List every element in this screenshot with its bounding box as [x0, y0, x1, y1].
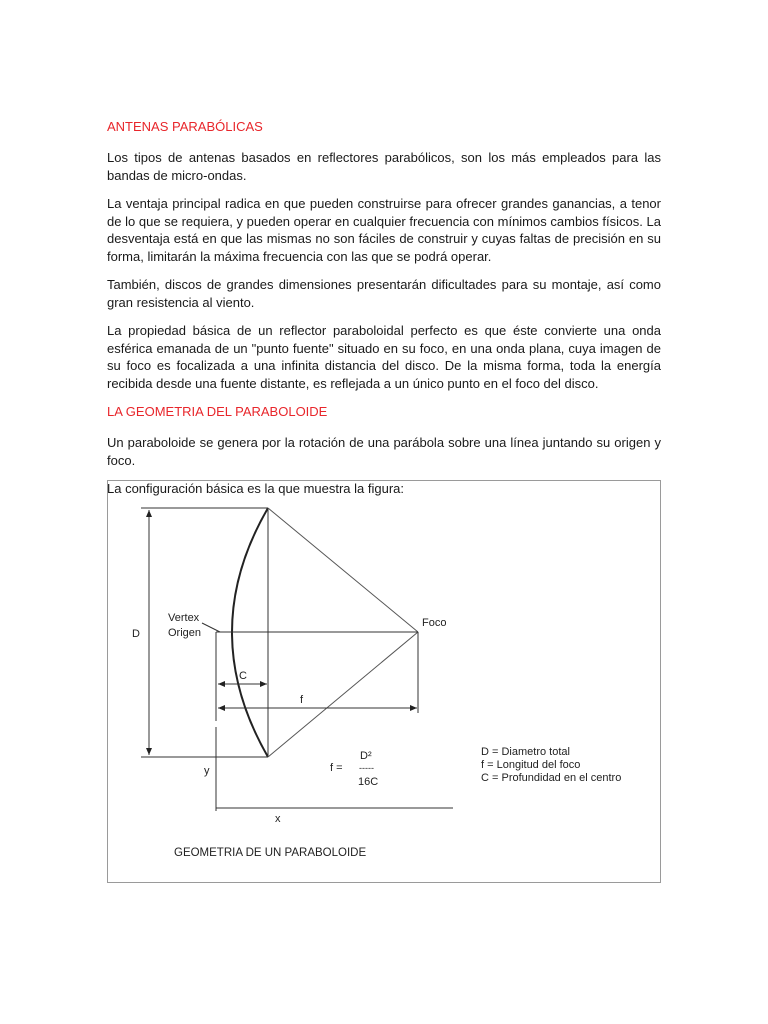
formula-numerator: D²	[360, 750, 372, 762]
formula-denominator: 16C	[358, 776, 379, 788]
paragraph: Los tipos de antenas basados en reflectores parabólicos, son los más empleados para las bandas de micro-ondas.	[107, 150, 661, 183]
vertex-leader	[202, 623, 220, 632]
paraboloid-diagram	[108, 481, 660, 882]
label-c: C	[239, 670, 247, 682]
label-y: y	[204, 765, 210, 777]
label-x: x	[275, 813, 281, 825]
figure-caption: GEOMETRIA DE UN PARABOLOIDE	[174, 847, 367, 859]
label-f: f	[300, 694, 304, 706]
legend-c: C = Profundidad en el centro	[481, 772, 622, 784]
document-body	[107, 118, 661, 509]
label-origen: Origen	[168, 627, 202, 639]
legend-d: D = Diametro total	[481, 746, 570, 758]
paragraph: La ventaja principal radica en que pueden construirse para ofrecer grandes ganancias, a tenor de lo que se requiera, y pueden operar en cualquier frecuencia con mínimos cambios físicos. La desventaja está en que las mismas no son fáciles de construir y cuyas faltas de precisión en su forma, limitarán la máxima frecuencia con las que se podrá operar.	[107, 196, 661, 264]
ray-bottom	[268, 632, 418, 757]
formula-lhs: f =	[330, 762, 343, 774]
label-d: D	[132, 628, 140, 640]
section-title-geometria: LA GEOMETRIA DEL PARABOLOIDE	[107, 404, 328, 419]
legend-f: f = Longitud del foco	[481, 759, 581, 771]
section-title-antenas: ANTENAS PARABÓLICAS	[107, 119, 263, 134]
ray-top	[268, 508, 418, 632]
label-vertex: Vertex	[168, 612, 200, 624]
paragraph: La propiedad básica de un reflector paraboloidal perfecto es que éste convierte una onda esférica emanada de un "punto fuente" situado en su foco, en una onda plana, cuya imagen de su foco es focalizada a una infinita distancia del disco. De la misma forma, toda la energía recibida desde una fuente distante, es reflejada a un único punto en el foco del disco.	[107, 323, 661, 391]
paragraph: Un paraboloide se genera por la rotación de una parábola sobre una línea juntando su origen y foco.	[107, 435, 661, 468]
formula-bar: -----	[359, 763, 374, 773]
paragraph: También, discos de grandes dimensiones presentarán dificultades para su montaje, así como gran resistencia al viento.	[107, 277, 661, 310]
paragraph: La configuración básica es la que muestra la figura:	[107, 481, 405, 496]
paraboloid-figure	[107, 480, 661, 883]
label-foco: Foco	[422, 617, 447, 629]
